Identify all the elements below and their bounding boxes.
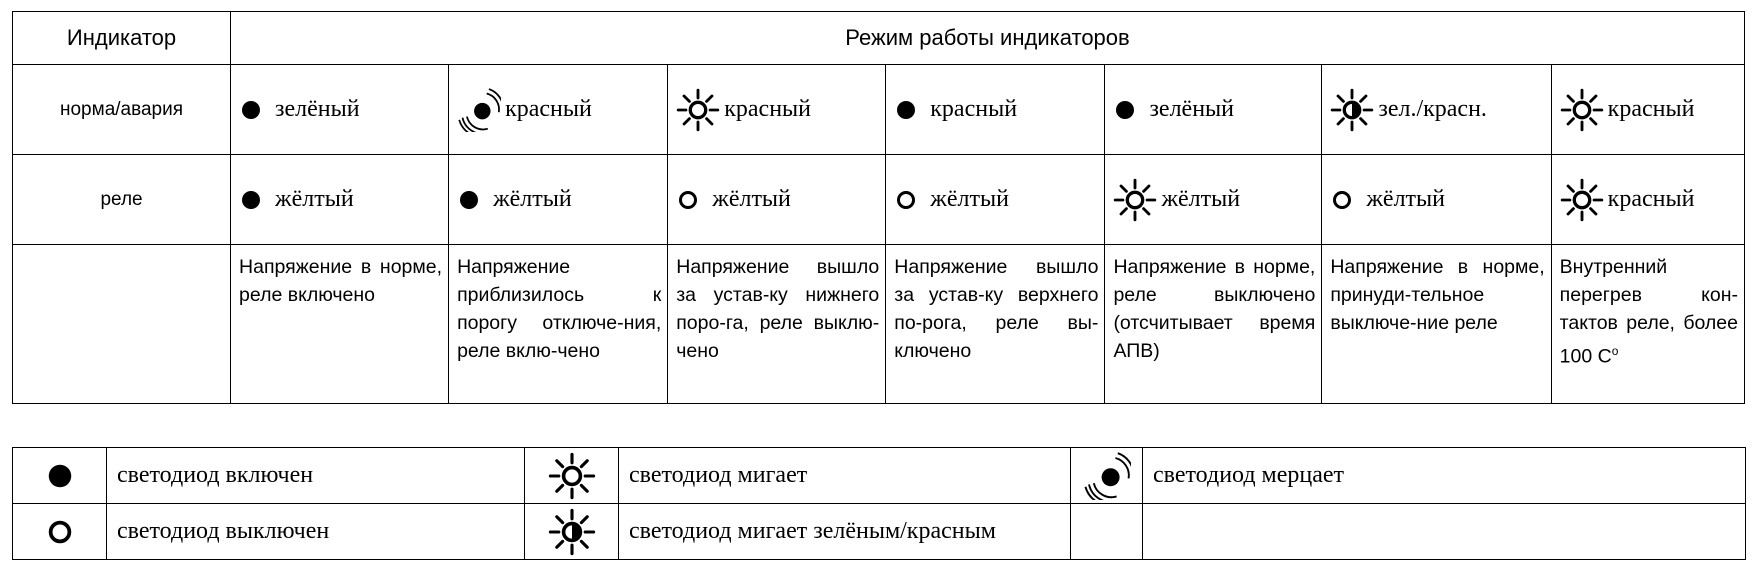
legend-blink-symbol xyxy=(525,448,619,504)
indicator-color-label: красный xyxy=(1607,186,1695,212)
led-on-icon xyxy=(894,98,918,122)
norm-mode-3-cell xyxy=(668,65,886,155)
led-off-icon xyxy=(45,517,75,547)
relay-mode-7-cell xyxy=(1551,155,1744,245)
legend-blink-dual-symbol xyxy=(525,504,619,560)
indicator-mode-table xyxy=(12,11,1745,404)
legend-flicker-label: светодиод мерцает xyxy=(1143,448,1746,504)
legend-blink-label: светодиод мигает xyxy=(619,448,1071,504)
legend-off-label: светодиод выключен xyxy=(107,504,525,560)
led-on-icon xyxy=(239,98,263,122)
description-mode-1 xyxy=(231,245,449,404)
norm-mode-4-cell xyxy=(886,65,1105,155)
indicator-color-label: жёлтый xyxy=(493,186,572,212)
legend-flicker-symbol xyxy=(1071,448,1143,504)
led-on-icon xyxy=(1113,98,1137,122)
legend-empty-symbol xyxy=(1071,504,1143,560)
indicator-color-label: красный xyxy=(930,96,1018,122)
description-text: Напряжение вышло за устав-ку нижнего поро-га, реле выклю-чено xyxy=(676,256,880,362)
led-blink-icon xyxy=(1560,88,1604,132)
indicator-color-label: красный xyxy=(505,96,592,122)
indicator-color-label: красный xyxy=(724,96,812,122)
relay-mode-3-cell xyxy=(668,155,886,245)
led-flicker-icon xyxy=(457,88,501,132)
legend-table xyxy=(12,447,1746,560)
indicator-color-label: жёлтый xyxy=(1161,186,1241,212)
led-blink-dual-icon xyxy=(548,508,596,556)
description-text: Напряжение в норме, реле включено xyxy=(239,256,443,306)
description-mode-2 xyxy=(449,245,668,404)
relay-mode-1-cell xyxy=(231,155,449,245)
led-on-icon xyxy=(457,188,481,212)
description-text: Внутренний перегрев кон-тактов реле, более 100 С xyxy=(1559,256,1738,368)
indicator-color-label: жёлтый xyxy=(1366,186,1446,212)
description-mode-6 xyxy=(1322,245,1551,404)
relay-mode-2-cell xyxy=(449,155,668,245)
led-flicker-icon xyxy=(1083,452,1131,500)
indicator-color-label: зелёный xyxy=(1149,96,1235,122)
legend-blink-dual-label: светодиод мигает зелёным/красным xyxy=(619,504,1071,560)
relay-mode-5-cell xyxy=(1105,155,1322,245)
description-text: Напряжение в норме, реле выключено (отсчитывает время АПВ) xyxy=(1113,256,1316,362)
indicator-color-label: зел./красн. xyxy=(1378,96,1487,122)
description-mode-3 xyxy=(668,245,886,404)
led-off-icon xyxy=(676,188,700,212)
norm-mode-7-cell xyxy=(1551,65,1744,155)
indicator-color-label: зелёный xyxy=(275,96,360,122)
description-mode-7 xyxy=(1551,245,1744,404)
led-blink-icon xyxy=(676,88,720,132)
led-off-icon xyxy=(1330,188,1354,212)
header-mode: Режим работы индикаторов xyxy=(231,12,1745,65)
desc-empty-cell xyxy=(13,245,231,404)
led-blink-icon xyxy=(548,452,596,500)
description-text: Напряжение в норме, принуди-тельное выключе-ние реле xyxy=(1330,256,1545,334)
indicator-color-label: жёлтый xyxy=(930,186,1009,212)
legend-off-symbol xyxy=(13,504,107,560)
led-blink-icon xyxy=(1113,178,1157,222)
led-off-icon xyxy=(894,188,918,212)
norm-mode-5-cell xyxy=(1105,65,1322,155)
legend-on-label: светодиод включен xyxy=(107,448,525,504)
indicator-color-label: жёлтый xyxy=(275,186,354,212)
row-label-relay: реле xyxy=(13,155,231,245)
relay-mode-6-cell xyxy=(1322,155,1551,245)
description-text: Напряжение вышло за устав-ку верхнего по-рога, реле вы-ключено xyxy=(894,256,1099,362)
degree-superscript: о xyxy=(1611,344,1619,358)
led-on-icon xyxy=(239,188,263,212)
led-blink-icon xyxy=(1560,178,1604,222)
row-label-norm: норма/авария xyxy=(13,65,231,155)
legend-on-symbol xyxy=(13,448,107,504)
led-blink-dual-icon xyxy=(1330,88,1374,132)
relay-mode-4-cell xyxy=(886,155,1105,245)
led-on-icon xyxy=(45,461,75,491)
norm-mode-2-cell xyxy=(449,65,668,155)
norm-mode-6-cell xyxy=(1322,65,1551,155)
description-mode-5 xyxy=(1105,245,1322,404)
header-indicator: Индикатор xyxy=(13,12,231,65)
indicator-color-label: красный xyxy=(1607,96,1695,122)
indicator-color-label: жёлтый xyxy=(712,186,791,212)
description-mode-4 xyxy=(886,245,1105,404)
description-text: Напряжение приблизилось к порогу отключе-ния, реле вклю-чено xyxy=(457,256,662,362)
norm-mode-1-cell xyxy=(231,65,449,155)
legend-empty-label xyxy=(1143,504,1746,560)
